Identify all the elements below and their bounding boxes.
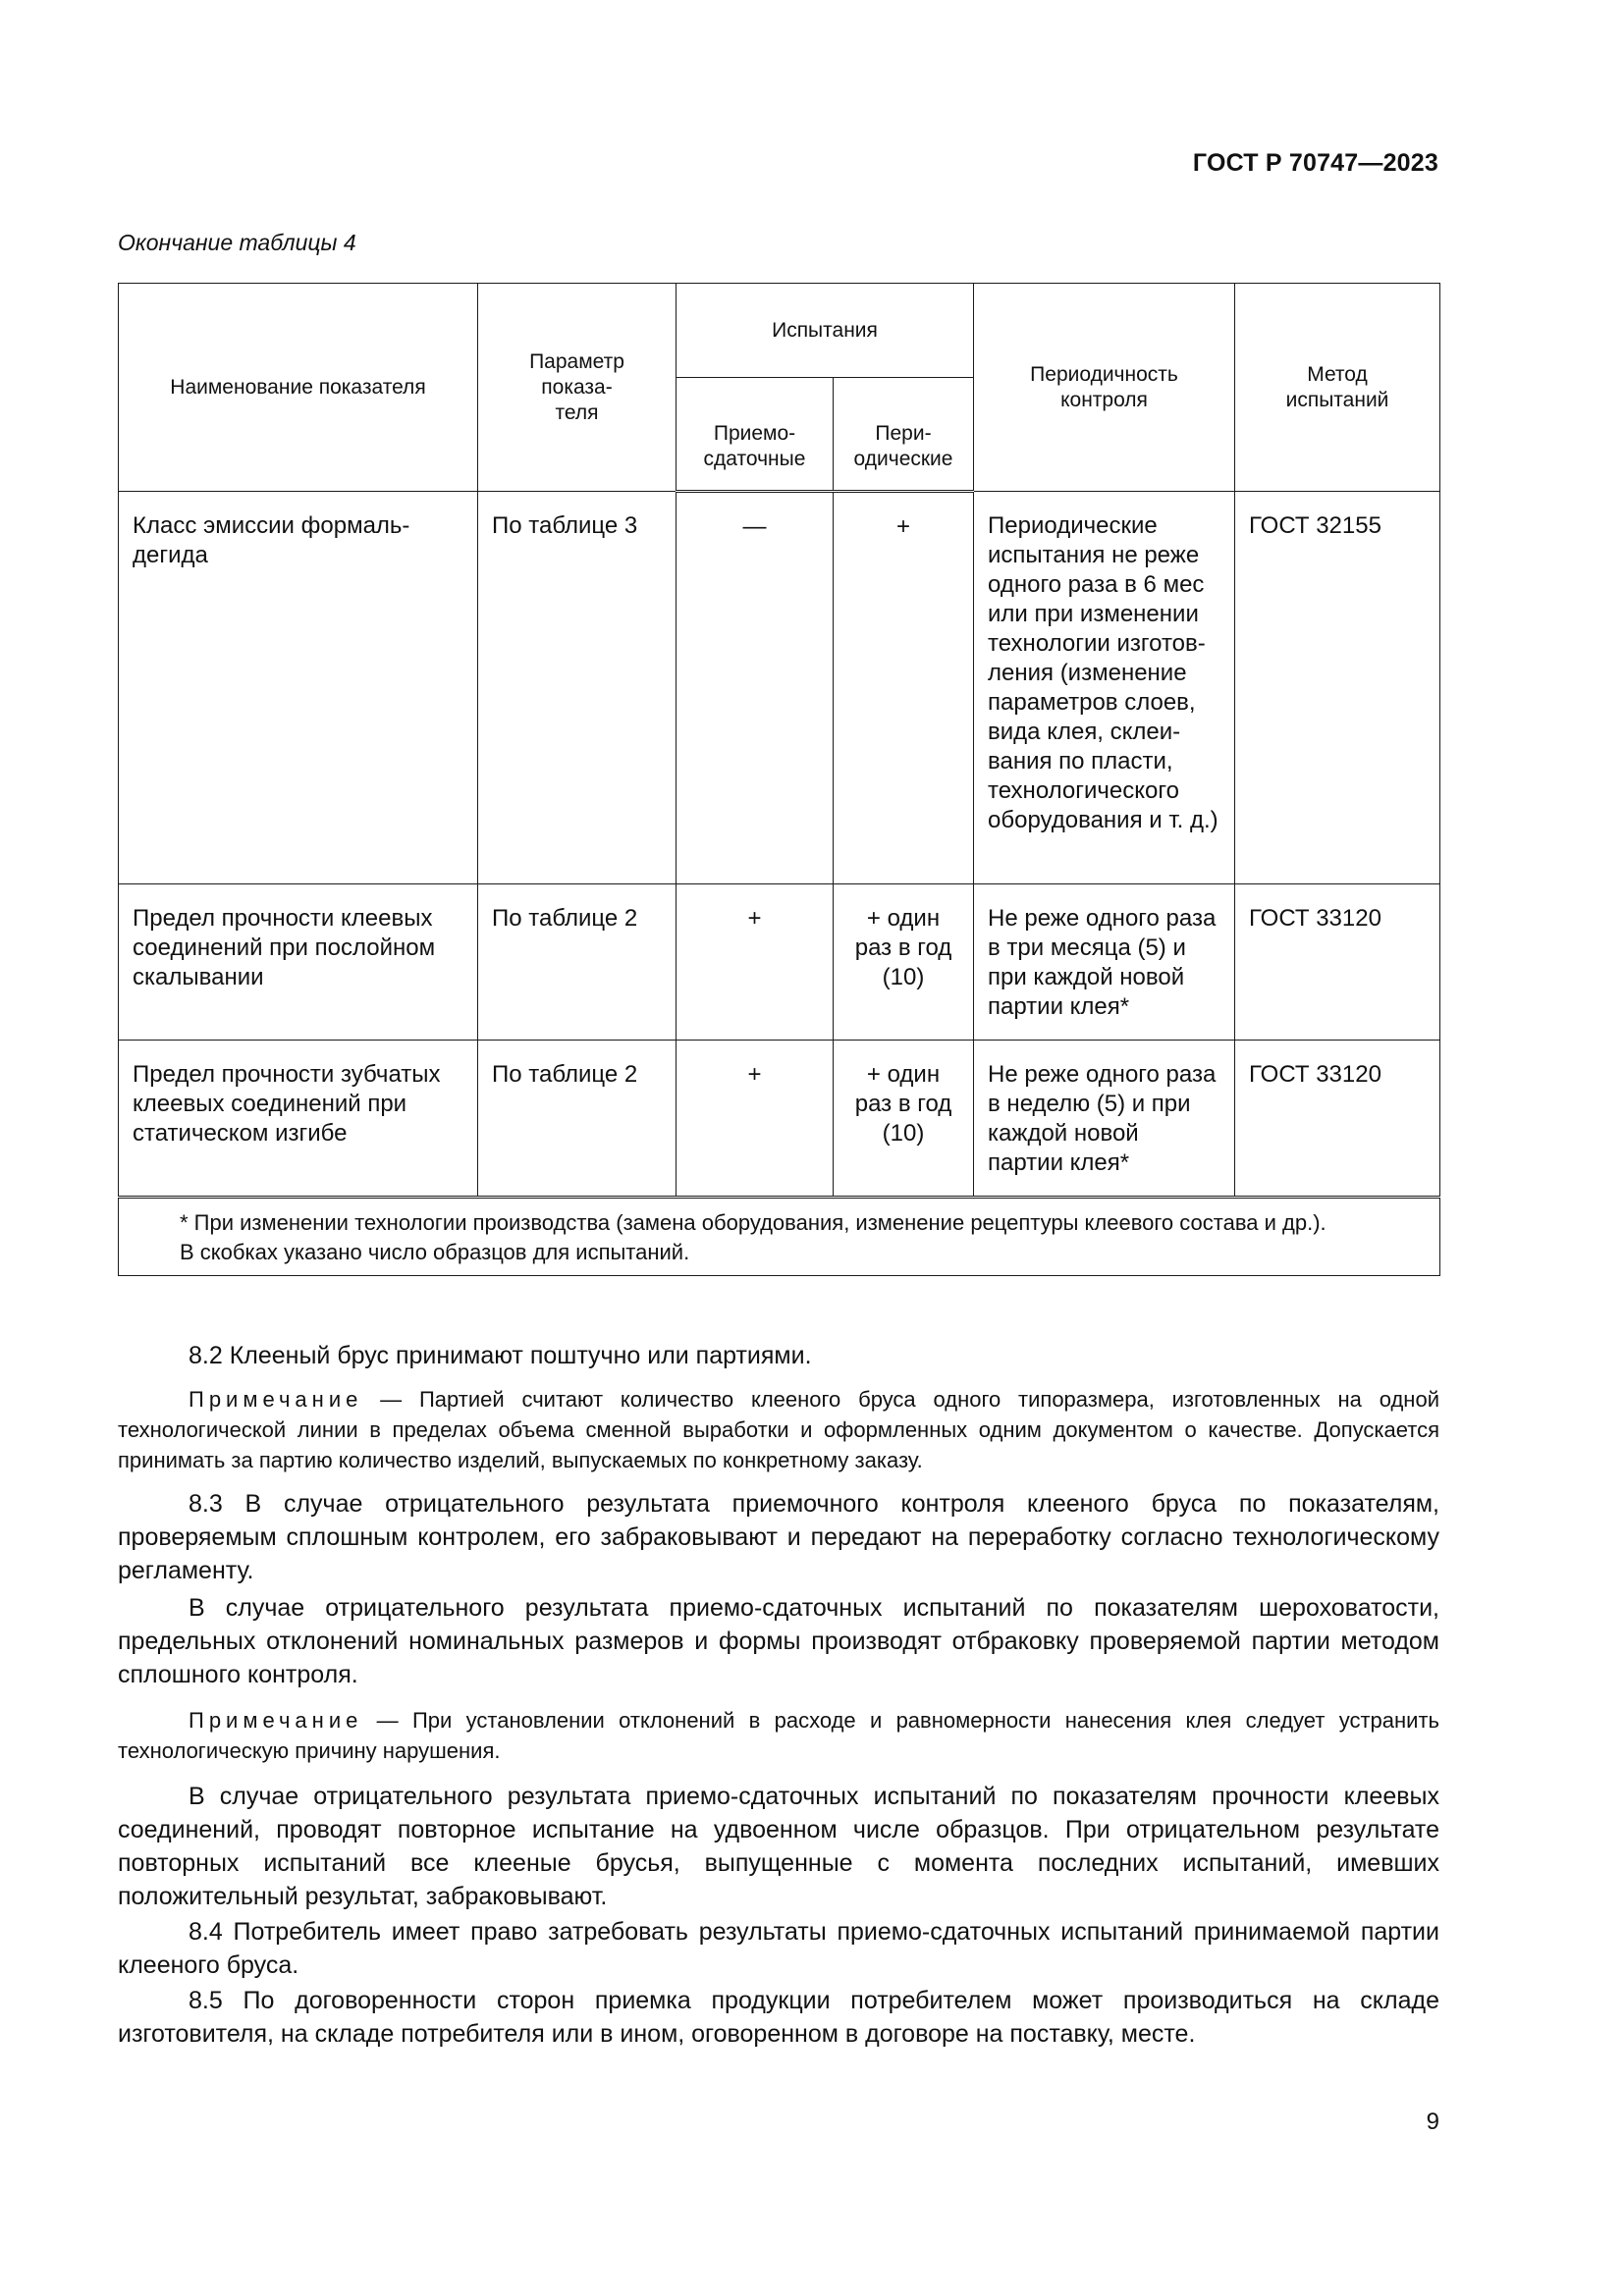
note-label: Примечание bbox=[189, 1387, 363, 1412]
section-8-2: 8.2 Клееный брус принимают поштучно или партиями. bbox=[189, 1342, 812, 1369]
cell-name: Предел прочности зубчатых клеевых соединений при статическом изгибе bbox=[119, 1041, 478, 1198]
cell-frequency: Не реже одного раза в три месяца (5) и при каждой новой партии клея* bbox=[974, 884, 1235, 1041]
cell-method: ГОСТ 32155 bbox=[1235, 492, 1440, 884]
section-8-3-paragraph-2: В случае отрицательного результата приемо-сдаточных испытаний по показателям шероховатости, предельных отклонений номинальных размеров и формы производят отбраковку проверяемой партии методом сплошного контроля. bbox=[118, 1594, 1439, 1688]
cell-name: Класс эмиссии формаль-дегида bbox=[119, 492, 478, 884]
cell-periodic: + один раз в год (10) bbox=[834, 1041, 974, 1198]
table-notes bbox=[119, 1198, 1440, 1276]
cell-param: По таблице 2 bbox=[478, 1041, 677, 1198]
cell-method: ГОСТ 33120 bbox=[1235, 884, 1440, 1041]
table-4 bbox=[118, 283, 1440, 1276]
header-param: Параметр показа- теля bbox=[478, 284, 677, 492]
section-8-3: 8.3 В случае отрицательного результата приемочного контроля клееного бруса по показателям, проверяемым сплошным контролем, его забраковывают и передают на переработку согласно технологическому регламенту. bbox=[118, 1490, 1439, 1584]
table-row bbox=[119, 884, 1440, 1041]
table-caption: Окончание таблицы 4 bbox=[118, 230, 356, 255]
header-periodic: Пери- одические bbox=[834, 378, 974, 492]
section-8-3-paragraph-3: В случае отрицательного результата приемо-сдаточных испытаний по показателям прочности клеевых соединений, проводят повторное испытание на удвоенном числе образцов. При отрицательном результате повторных испытаний все клееные брусья, выпущенные с момента последних испытаний, имевших положительный результат, забраковывают. bbox=[118, 1783, 1439, 1910]
cell-acceptance: + bbox=[677, 884, 834, 1041]
cell-periodic: + один раз в год (10) bbox=[834, 884, 974, 1041]
cell-periodic: + bbox=[834, 492, 974, 884]
note-text: — При установлении отклонений в расходе и равномерности нанесения клея следует устранить технологическую причину нарушения. bbox=[118, 1708, 1439, 1763]
cell-frequency: Не реже одного раза в неделю (5) и при каждой новой партии клея* bbox=[974, 1041, 1235, 1198]
cell-acceptance: — bbox=[677, 492, 834, 884]
cell-param: По таблице 3 bbox=[478, 492, 677, 884]
section-8-5: 8.5 По договоренности сторон приемка продукции потребителем может производиться на складе изготовителя, на складе потребителя или в ином, оговоренном в договоре на поставку, месте. bbox=[118, 1987, 1439, 2048]
page-number: 9 bbox=[1426, 2109, 1439, 2135]
cell-method: ГОСТ 33120 bbox=[1235, 1041, 1440, 1198]
note-label: Примечание bbox=[189, 1708, 363, 1733]
header-frequency: Периодичность контроля bbox=[974, 284, 1235, 492]
document-id: ГОСТ Р 70747—2023 bbox=[1192, 149, 1438, 177]
cell-acceptance: + bbox=[677, 1041, 834, 1198]
section-8-4: 8.4 Потребитель имеет право затребовать результаты приемо-сдаточных испытаний принимаемой партии клееного бруса. bbox=[118, 1918, 1439, 1979]
cell-param: По таблице 2 bbox=[478, 884, 677, 1041]
header-tests: Испытания bbox=[677, 284, 974, 378]
note-2 bbox=[118, 1705, 1439, 1766]
header-name: Наименование показателя bbox=[119, 284, 478, 492]
body-text bbox=[118, 1339, 1439, 2051]
header-method: Метод испытаний bbox=[1235, 284, 1440, 492]
note-text: — Партией считают количество клееного бруса одного типоразмера, изготовленных на одной технологической линии в пределах объема сменной выработки и оформленных одним документом о качестве. Допускается принимать за партию количество изделий, выпускаемых по конкретному заказу. bbox=[118, 1387, 1439, 1472]
cell-name: Предел прочности клеевых соединений при послойном скалывании bbox=[119, 884, 478, 1041]
cell-frequency: Периодические испытания не реже одного раза в 6 мес или при изменении технологии изготов-ления (изменение параметров слоев, вида клея, склеи-вания по пласти, технологического оборудования и т. д.) bbox=[974, 492, 1235, 884]
note-1 bbox=[118, 1384, 1439, 1475]
table-note-2: В скобках указано число образцов для испытаний. bbox=[180, 1240, 690, 1264]
table-row bbox=[119, 1041, 1440, 1198]
table-notes-row bbox=[119, 1198, 1440, 1276]
table-note-1: * При изменении технологии производства (замена оборудования, изменение рецептуры клеевого состава и др.). bbox=[180, 1210, 1326, 1235]
table-row bbox=[119, 492, 1440, 884]
header-acceptance: Приемо- сдаточные bbox=[677, 378, 834, 492]
